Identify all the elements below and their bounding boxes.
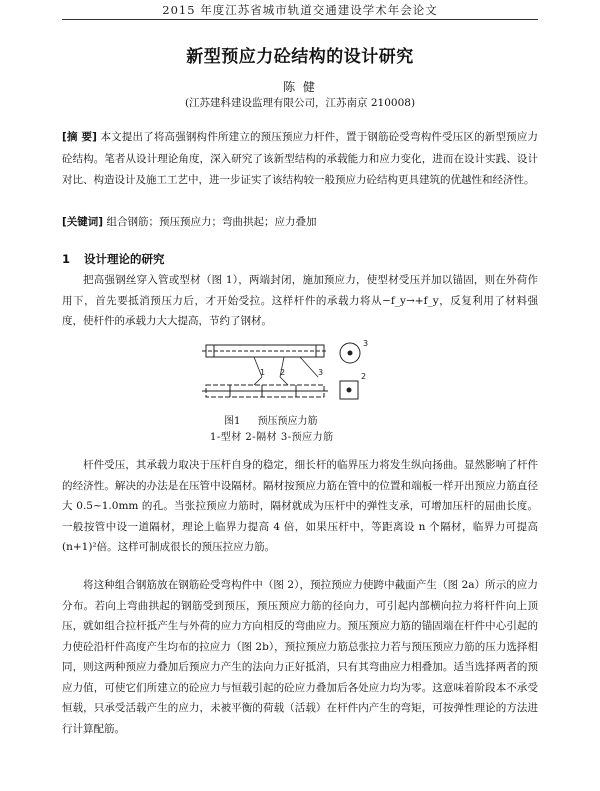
abstract-text: 本文提出了将高强钢构件所建立的预压预应力杆件，置于钢筋砼受弯构件受压区的新型预应力砼结构。笔者从设计理论角度，深入研究了该新型结构的承载能力和应力变化，进而在设计实践、设计对比、构造设计及施工工艺中，进一步证实了该结构较一般预应力砼结构更具建筑的优越性和经济性。	[62, 131, 538, 186]
keywords-text: 组合钢筋；预压预应力；弯曲拱起；应力叠加	[106, 216, 317, 228]
callout-1: 1	[260, 368, 266, 377]
section-title: 设计理论的研究	[84, 252, 165, 266]
author: 陈 健	[283, 80, 317, 94]
paragraph-1: 把高强钢丝穿入管或型材（图 1），两端封闭，施加预应力，使型材受压并加以锚固，则在外荷作用下，首先要抵消预压力后，才开始受拉。这样杆件的承载力将从−f_y→+f_y，反复利用了材料强度，使杆件的承载力大大提高，节约了钢材。	[62, 274, 538, 327]
section-number: 1	[62, 252, 71, 266]
figure-1-number: 图1	[224, 416, 241, 427]
paragraph-2: 杆件受压，其承载力取决于压杆自身的稳定，细长杆的临界压力将发生纵向扬曲。显然影响了杆件的经济性。解决的办法是在压管中设隔材。隔材按预应力筋在管中的位置和端板一样开出预应力筋直径大 0.5~1.0mm 的孔。当张拉预应力筋时，隔材就成为压杆中的弹性支承，可增加压杆的屈曲长度。一般按管中设一道隔材，理论上临界力提高 4 倍，如果压杆中，等距离设 n 个隔材，临界力可提高(n+1)²倍。这样可制成很长的预压拉应力筋。	[62, 459, 538, 553]
abstract-label: [摘 要]	[62, 131, 97, 143]
keywords-label: [关键词]	[62, 216, 104, 228]
paragraph-3: 将这种组合钢筋放在钢筋砼受弯构件中（图 2），预拉预应力使跨中截面产生（图 2a）所示的应力分布。若向上弯曲拱起的钢筋受到预压，预压预应力筋的径向力，可引起内部横向拉力将杆件向上顶压，就如组合拉杆抵产生与外荷的应力方向相反的弯曲应力。预压预应力筋的锚固端在杆件中心引起的力使砼沿杆件高度产生均布的拉应力（图 2b），预拉预应力筋总张拉力若与预压预应力筋的压力选择相同，则这两种预应力叠加后预应力产生的法向力正好抵消，只有其弯曲应力相叠加。适当选择两者的预应力值，可使它们所建立的砼应力与恒载引起的砼应力叠加后各处应力均为零。这意味着阶段本不承受恒载，只承受活载产生的应力，未被平衡的荷载（活载）在杆件内产生的弯矩，可按弹性理论的方法进行计算配筋。	[62, 579, 538, 735]
affiliation: (江苏建科建设监理有限公司，江苏南京 210008)	[184, 97, 416, 109]
figure-1-drawing	[200, 337, 380, 409]
figure-1-title: 预压预应力筋	[257, 416, 318, 427]
callout-3-top: 3	[363, 339, 369, 348]
figure-1-caption	[224, 412, 384, 427]
abstract	[62, 127, 538, 192]
callout-2: 2	[280, 368, 286, 377]
section-circle	[340, 343, 360, 363]
callout-2-right: 2	[361, 372, 367, 381]
section-heading	[62, 251, 165, 267]
section-square	[340, 381, 358, 399]
tube-top	[202, 345, 328, 357]
keywords	[62, 212, 538, 232]
callout-3: 3	[318, 368, 324, 377]
figure-1-legend: 1-型材 2-隔材 3-预应力筋	[210, 432, 334, 443]
header-rule	[62, 19, 538, 20]
running-header: 2015 年度江苏省城市轨道交通建设学术年会论文	[162, 3, 438, 17]
bar-bottom	[202, 385, 328, 397]
paper-title: 新型预应力砼结构的设计研究	[186, 47, 414, 67]
